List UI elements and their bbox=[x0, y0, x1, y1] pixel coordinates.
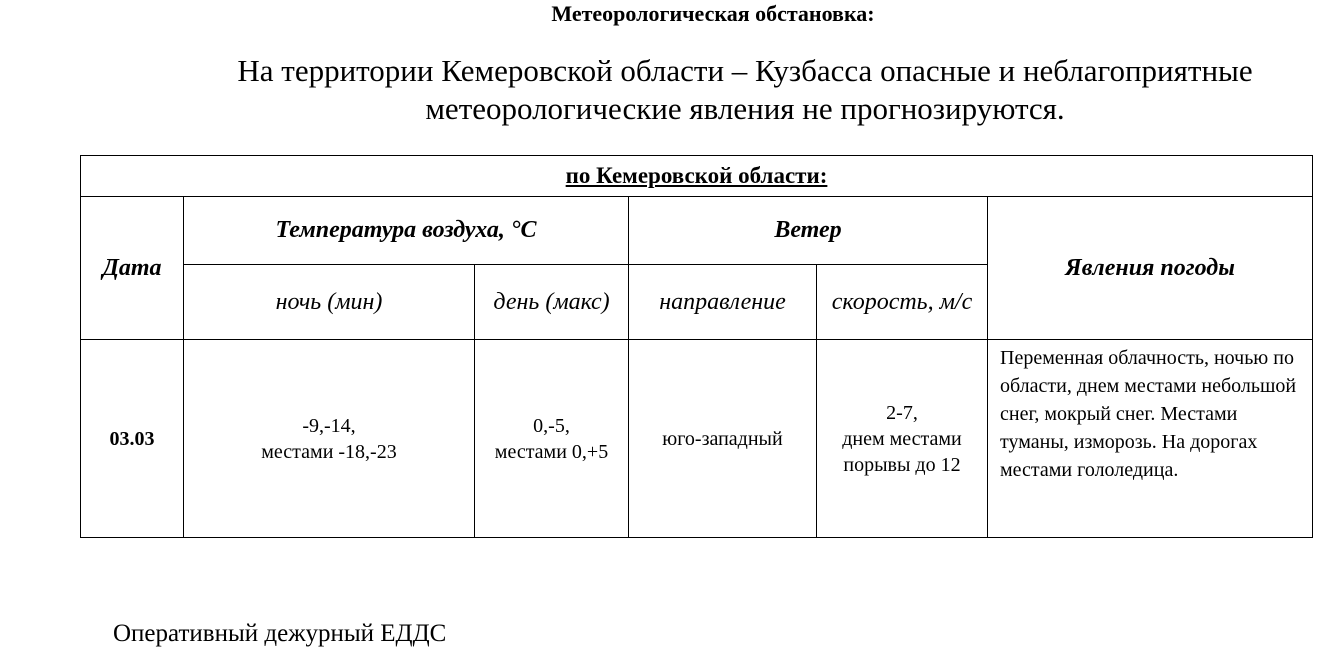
night-temp-header: ночь (мин) bbox=[184, 265, 475, 340]
table-row bbox=[81, 340, 1313, 538]
wind-speed-note: днем местами bbox=[842, 427, 962, 450]
night-temp-cell bbox=[184, 340, 475, 538]
date-cell: 03.03 bbox=[81, 340, 184, 538]
phenomena-cell: Переменная облачность, ночью по области, днем местами небольшой снег, мокрый снег. Местами туманы, изморозь. На дорогах местами гололедица. bbox=[988, 340, 1313, 538]
wind-direction-header: направление bbox=[629, 265, 817, 340]
page-title: Метеорологическая обстановка: bbox=[551, 1, 875, 26]
day-temp-value: 0,-5, bbox=[533, 414, 570, 437]
date-header: Дата bbox=[81, 197, 184, 340]
weather-forecast-table bbox=[80, 155, 1313, 538]
wind-speed-value: 2-7, bbox=[886, 401, 918, 424]
signature-line: Оперативный дежурный ЕДДС bbox=[113, 620, 447, 647]
night-temp-value: -9,-14, bbox=[302, 414, 356, 437]
weather-notice: На территории Кемеровской области – Кузбасса опасные и неблагоприятные метеорологические явления не прогнозируются. bbox=[237, 53, 1253, 126]
table-header-row bbox=[81, 197, 1313, 265]
wind-speed-cell bbox=[817, 340, 988, 538]
phenomena-header: Явления погоды bbox=[988, 197, 1313, 340]
wind-speed-header: скорость, м/с bbox=[817, 265, 988, 340]
region-header: по Кемеровской области: bbox=[81, 156, 1313, 197]
wind-header: Ветер bbox=[629, 197, 988, 265]
day-temp-cell bbox=[475, 340, 629, 538]
temperature-header: Температура воздуха, °С bbox=[184, 197, 629, 265]
table-region-row bbox=[81, 156, 1313, 197]
day-temp-header: день (макс) bbox=[475, 265, 629, 340]
night-temp-local-value: местами -18,-23 bbox=[261, 440, 397, 463]
wind-direction-cell: юго-западный bbox=[629, 340, 817, 538]
wind-gust-value: порывы до 12 bbox=[843, 453, 961, 476]
day-temp-local-value: местами 0,+5 bbox=[494, 440, 609, 463]
